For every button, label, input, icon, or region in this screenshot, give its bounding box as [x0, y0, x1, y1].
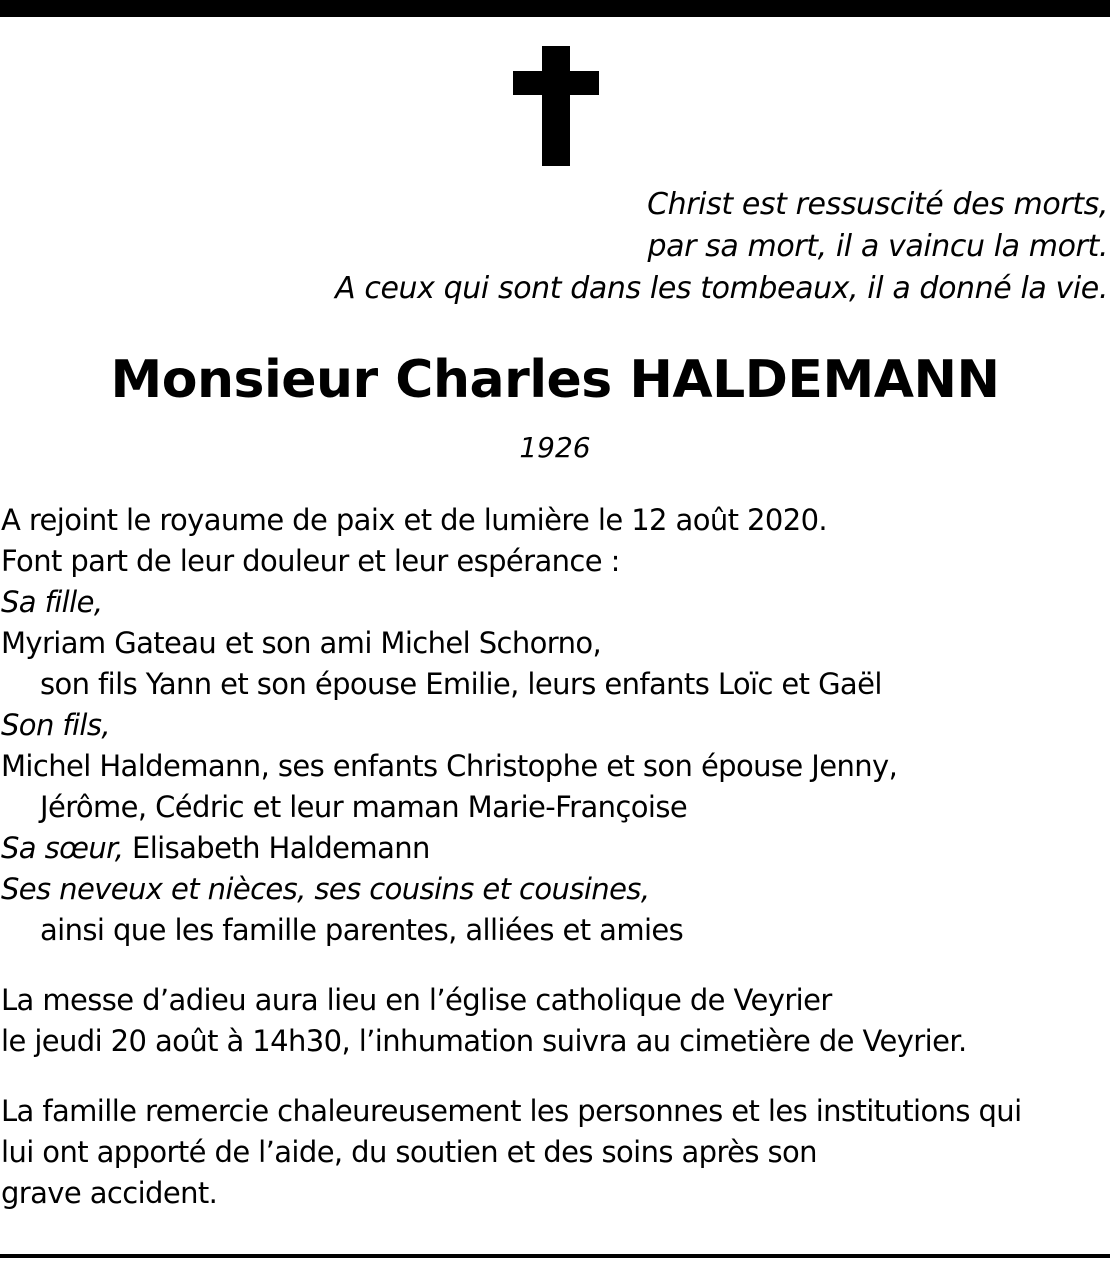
thanks-line: lui ont apporté de l’aide, du soutien et des soins après son — [1, 1135, 817, 1169]
ceremony-line: La messe d’adieu aura lieu en l’église catholique de Veyrier — [1, 983, 832, 1017]
spacer — [1, 1062, 1109, 1091]
sister-line — [1, 828, 1109, 869]
verse-line: Christ est ressuscité des morts, — [647, 187, 1108, 222]
daughter-label: Sa fille, — [1, 585, 103, 619]
son-family-line: Jérôme, Cédric et leur maman Marie-Françoise — [40, 790, 688, 824]
latin-cross-icon — [513, 46, 599, 166]
thanks-line: La famille remercie chaleureusement les personnes et les institutions qui — [1, 1094, 1022, 1128]
sister-name: Elisabeth Haldemann — [123, 831, 430, 865]
daughter-line: Myriam Gateau et son ami Michel Schorno, — [1, 626, 602, 660]
verse-line: par sa mort, il a vaincu la mort. — [647, 229, 1108, 264]
ceremony-line: le jeudi 20 août à 14h30, l’inhumation suivra au cimetière de Veyrier. — [1, 1024, 967, 1058]
top-rule — [0, 0, 1110, 17]
son-line: Michel Haldemann, ses enfants Christophe et son épouse Jenny, — [1, 749, 898, 783]
relatives-label: Ses neveux et nièces, ses cousins et cousines, — [1, 872, 650, 906]
spacer — [1, 951, 1109, 980]
bottom-rule — [0, 1254, 1110, 1258]
deceased-name: Monsieur Charles HALDEMANN — [110, 350, 1000, 410]
relatives-line: ainsi que les famille parentes, alliées et amies — [40, 913, 684, 947]
announcement-line: A rejoint le royaume de paix et de lumière le 12 août 2020. — [1, 503, 828, 537]
daughter-family-line: son fils Yann et son épouse Emilie, leurs enfants Loïc et Gaël — [40, 667, 882, 701]
sister-label: Sa sœur, — [1, 831, 124, 865]
scripture-verse — [208, 184, 1108, 310]
birth-year: 1926 — [519, 431, 591, 464]
thanks-line: grave accident. — [1, 1176, 218, 1210]
notice-body — [1, 500, 1109, 1214]
son-label: Son fils, — [1, 708, 110, 742]
verse-line: A ceux qui sont dans les tombeaux, il a donné la vie. — [335, 271, 1108, 306]
announcement-line: Font part de leur douleur et leur espérance : — [1, 544, 620, 578]
